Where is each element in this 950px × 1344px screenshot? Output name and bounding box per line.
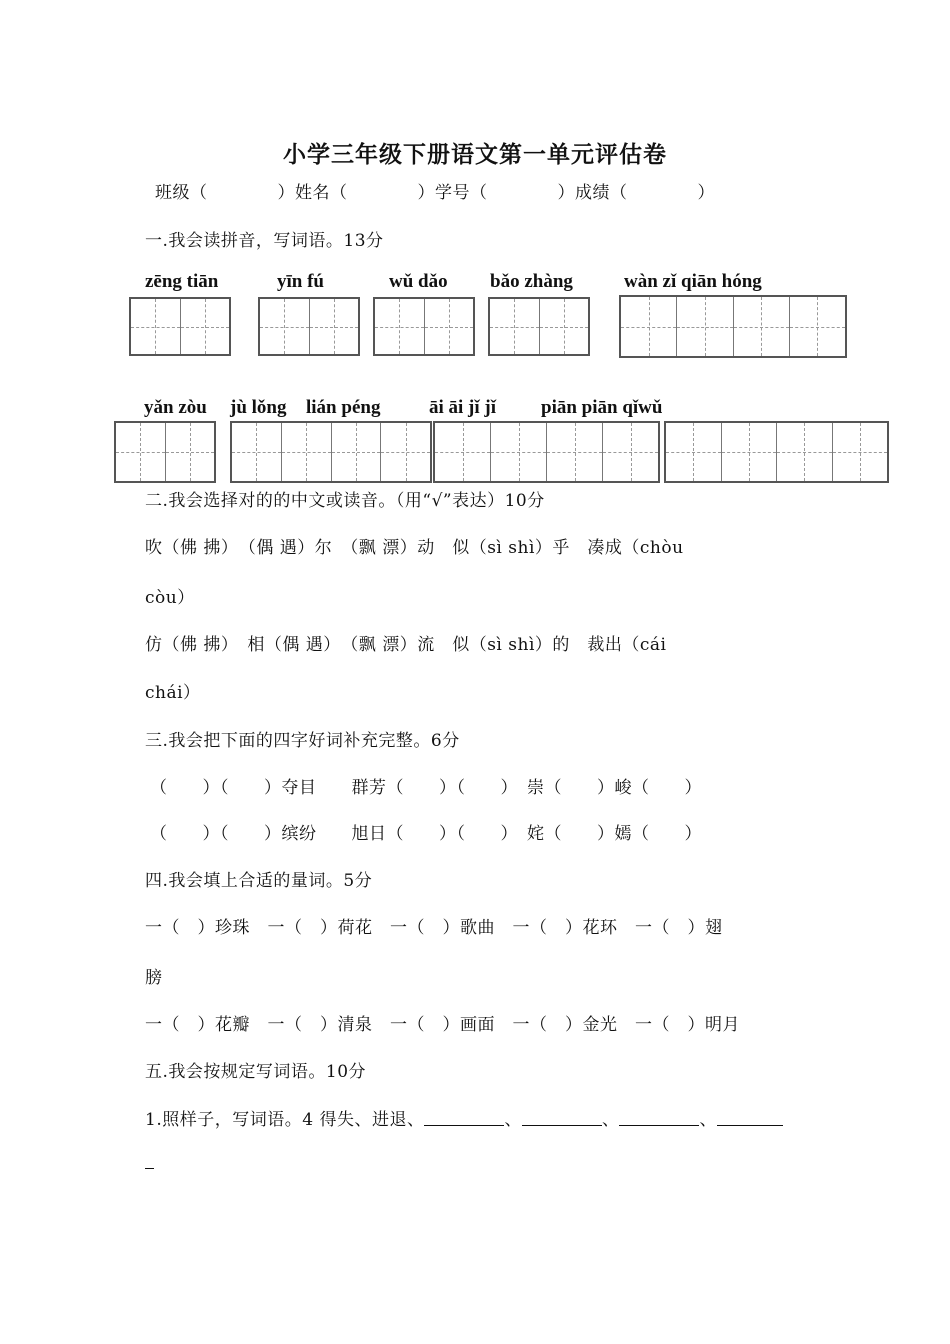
section-5-question-1: [145, 1105, 783, 1130]
section-5-heading: 五.我会按规定写词语。10分: [145, 1062, 367, 1082]
writing-grid[interactable]: [373, 297, 475, 356]
writing-grid[interactable]: [433, 421, 660, 483]
section-4-line: 一（ ）花瓣 一（ ）清泉 一（ ）画面 一（ ）金光 一（ ）明月: [145, 1015, 740, 1035]
section-3-heading: 三.我会把下面的四字好词补充完整。6分: [145, 731, 460, 751]
writing-grid[interactable]: [664, 421, 889, 483]
student-info-line: 班级（ ）姓名（ ）学号（ ）成绩（ ）: [155, 183, 715, 203]
pinyin-label: wǔ dǎo: [389, 271, 448, 292]
writing-grid[interactable]: [619, 295, 847, 358]
section-2-line: 吹（佛 拂） （偶 遇）尔 （飘 漂）动 似（sì shì）乎 凑成（chòu: [145, 538, 684, 558]
answer-blank[interactable]: [717, 1124, 783, 1126]
section-2-heading: 二.我会选择对的的中文或读音。（用“√”表达）10分: [145, 491, 545, 511]
section-2-line: 仿（佛 拂） 相（偶 遇） （飘 漂）流 似（sì shì）的 裁出（cái: [145, 635, 667, 655]
pinyin-label: lián péng: [306, 397, 381, 418]
pinyin-label: jù lǒng: [230, 397, 287, 418]
answer-blank[interactable]: [522, 1124, 602, 1126]
writing-grid[interactable]: [258, 297, 360, 356]
separator: 、: [504, 1110, 522, 1130]
pinyin-label: yīn fú: [277, 271, 324, 292]
question-text: 1.照样子，写词语。4 得失、进退、: [145, 1110, 425, 1130]
section-2-line: còu）: [145, 588, 195, 608]
writing-grid[interactable]: [230, 421, 432, 483]
pinyin-label: bǎo zhàng: [490, 271, 573, 292]
section-4-line: 一（ ）珍珠 一（ ）荷花 一（ ）歌曲 一（ ）花环 一（ ）翅: [145, 918, 723, 938]
section-4-heading: 四.我会填上合适的量词。5分: [145, 871, 373, 891]
writing-grid[interactable]: [114, 421, 216, 483]
writing-grid[interactable]: [488, 297, 590, 356]
answer-blank[interactable]: [424, 1124, 504, 1126]
pinyin-label: piān piān qǐwǔ: [541, 397, 663, 418]
section-2-line: chái）: [145, 683, 201, 703]
section-3-line: （ ）（ ）缤纷 旭日（ ）（ ） 姹（ ）嫣（ ）: [150, 824, 702, 844]
separator: 、: [699, 1110, 717, 1130]
separator: 、: [601, 1110, 620, 1130]
writing-grid[interactable]: [129, 297, 231, 356]
section-1-heading: 一.我会读拼音，写词语。13分: [145, 231, 384, 251]
pinyin-label: yǎn zòu: [144, 397, 207, 418]
answer-blank[interactable]: [145, 1168, 154, 1169]
section-4-line: 膀: [145, 968, 163, 988]
answer-blank[interactable]: [619, 1124, 699, 1126]
page-title: 小学三年级下册语文第一单元评估卷: [283, 141, 667, 168]
pinyin-label: āi āi jǐ jǐ: [429, 397, 497, 418]
section-3-line: （ ）（ ）夺目 群芳（ ）（ ） 崇（ ）峻（ ）: [150, 778, 702, 798]
pinyin-label: zēng tiān: [145, 271, 219, 292]
pinyin-label: wàn zǐ qiān hóng: [624, 271, 762, 292]
